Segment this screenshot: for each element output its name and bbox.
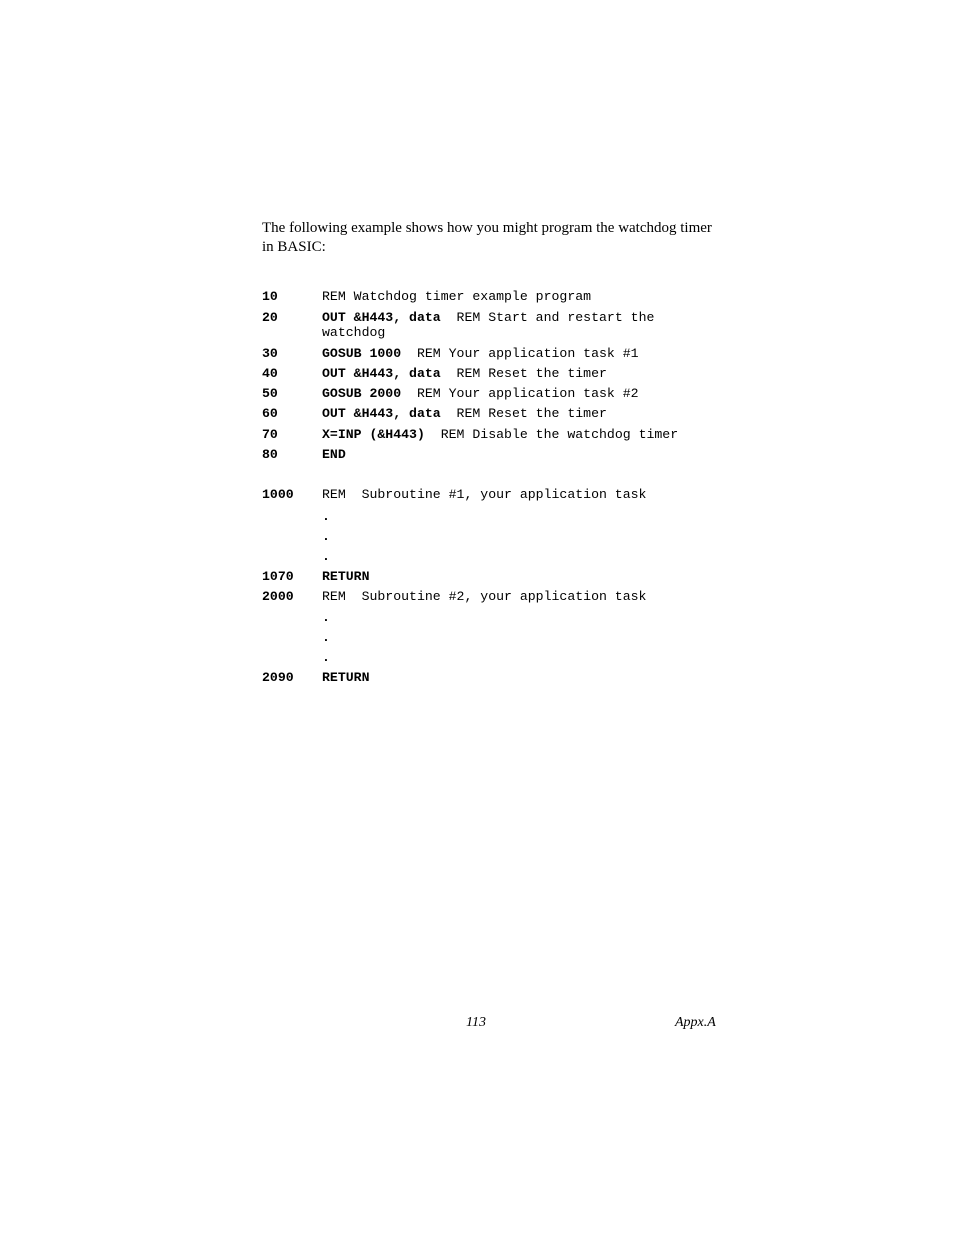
line-number xyxy=(262,630,322,645)
ellipsis-dot: . xyxy=(322,630,330,645)
statement: OUT &H443, data xyxy=(322,366,441,381)
ellipsis-dot: . xyxy=(322,650,330,665)
remark: REM Subroutine #2, your application task xyxy=(322,589,647,604)
remark: REM Reset the timer xyxy=(440,366,607,381)
line-number: 30 xyxy=(262,346,278,361)
page-number: 113 xyxy=(466,1015,486,1030)
ellipsis-dot: . xyxy=(322,529,330,544)
code-line xyxy=(262,289,732,304)
ellipsis-dot: . xyxy=(322,610,330,625)
line-number xyxy=(262,529,322,544)
line-number: 2090 xyxy=(262,670,294,685)
line-number xyxy=(262,549,322,564)
ellipsis-dot: . xyxy=(322,549,330,564)
line-number: 20 xyxy=(262,310,278,325)
code-line xyxy=(262,509,732,524)
code-line xyxy=(262,346,732,361)
line-number: 70 xyxy=(262,427,278,442)
code-line xyxy=(262,487,732,502)
code-line xyxy=(262,630,732,645)
line-number: 40 xyxy=(262,366,278,381)
line-number xyxy=(262,509,322,524)
remark: REM Disable the watchdog timer xyxy=(424,427,679,442)
line-number xyxy=(262,650,322,665)
code-line xyxy=(262,386,732,401)
code-line xyxy=(262,569,732,584)
line-number xyxy=(262,610,322,625)
remark: REM Watchdog timer example program xyxy=(322,289,592,304)
line-number: 2000 xyxy=(262,589,294,604)
statement: OUT &H443, data xyxy=(322,310,441,325)
line-number: 60 xyxy=(262,406,278,421)
statement: OUT &H443, data xyxy=(322,406,441,421)
code-line xyxy=(262,589,732,604)
statement: RETURN xyxy=(322,569,370,584)
section-label: Appx.A xyxy=(675,1015,716,1030)
intro-paragraph: The following example shows how you might program the watchdog timer in BASIC: xyxy=(262,220,712,255)
code-line xyxy=(262,310,732,340)
line-number: 1000 xyxy=(262,487,294,502)
statement: GOSUB 1000 xyxy=(322,346,402,361)
code-line xyxy=(262,549,732,564)
statement: X=INP (&H443) xyxy=(322,427,425,442)
line-number: 50 xyxy=(262,386,278,401)
code-line xyxy=(262,406,732,421)
line-number: 80 xyxy=(262,447,278,462)
statement: GOSUB 2000 xyxy=(322,386,402,401)
line-number: 10 xyxy=(262,289,278,304)
remark: REM Your application task #2 xyxy=(401,386,639,401)
statement: RETURN xyxy=(322,670,370,685)
ellipsis-dot: . xyxy=(322,509,330,524)
code-line xyxy=(262,610,732,625)
code-line xyxy=(262,447,732,462)
code-line xyxy=(262,366,732,381)
remark: REM Subroutine #1, your application task xyxy=(322,487,647,502)
remark: REM Reset the timer xyxy=(440,406,607,421)
statement: END xyxy=(322,447,346,462)
code-line xyxy=(262,529,732,544)
line-number: 1070 xyxy=(262,569,294,584)
code-line xyxy=(262,670,732,685)
code-line xyxy=(262,650,732,665)
code-line xyxy=(262,427,732,442)
remark: REM Your application task #1 xyxy=(401,346,639,361)
remark: REM Start and restart the watchdog xyxy=(322,310,663,340)
